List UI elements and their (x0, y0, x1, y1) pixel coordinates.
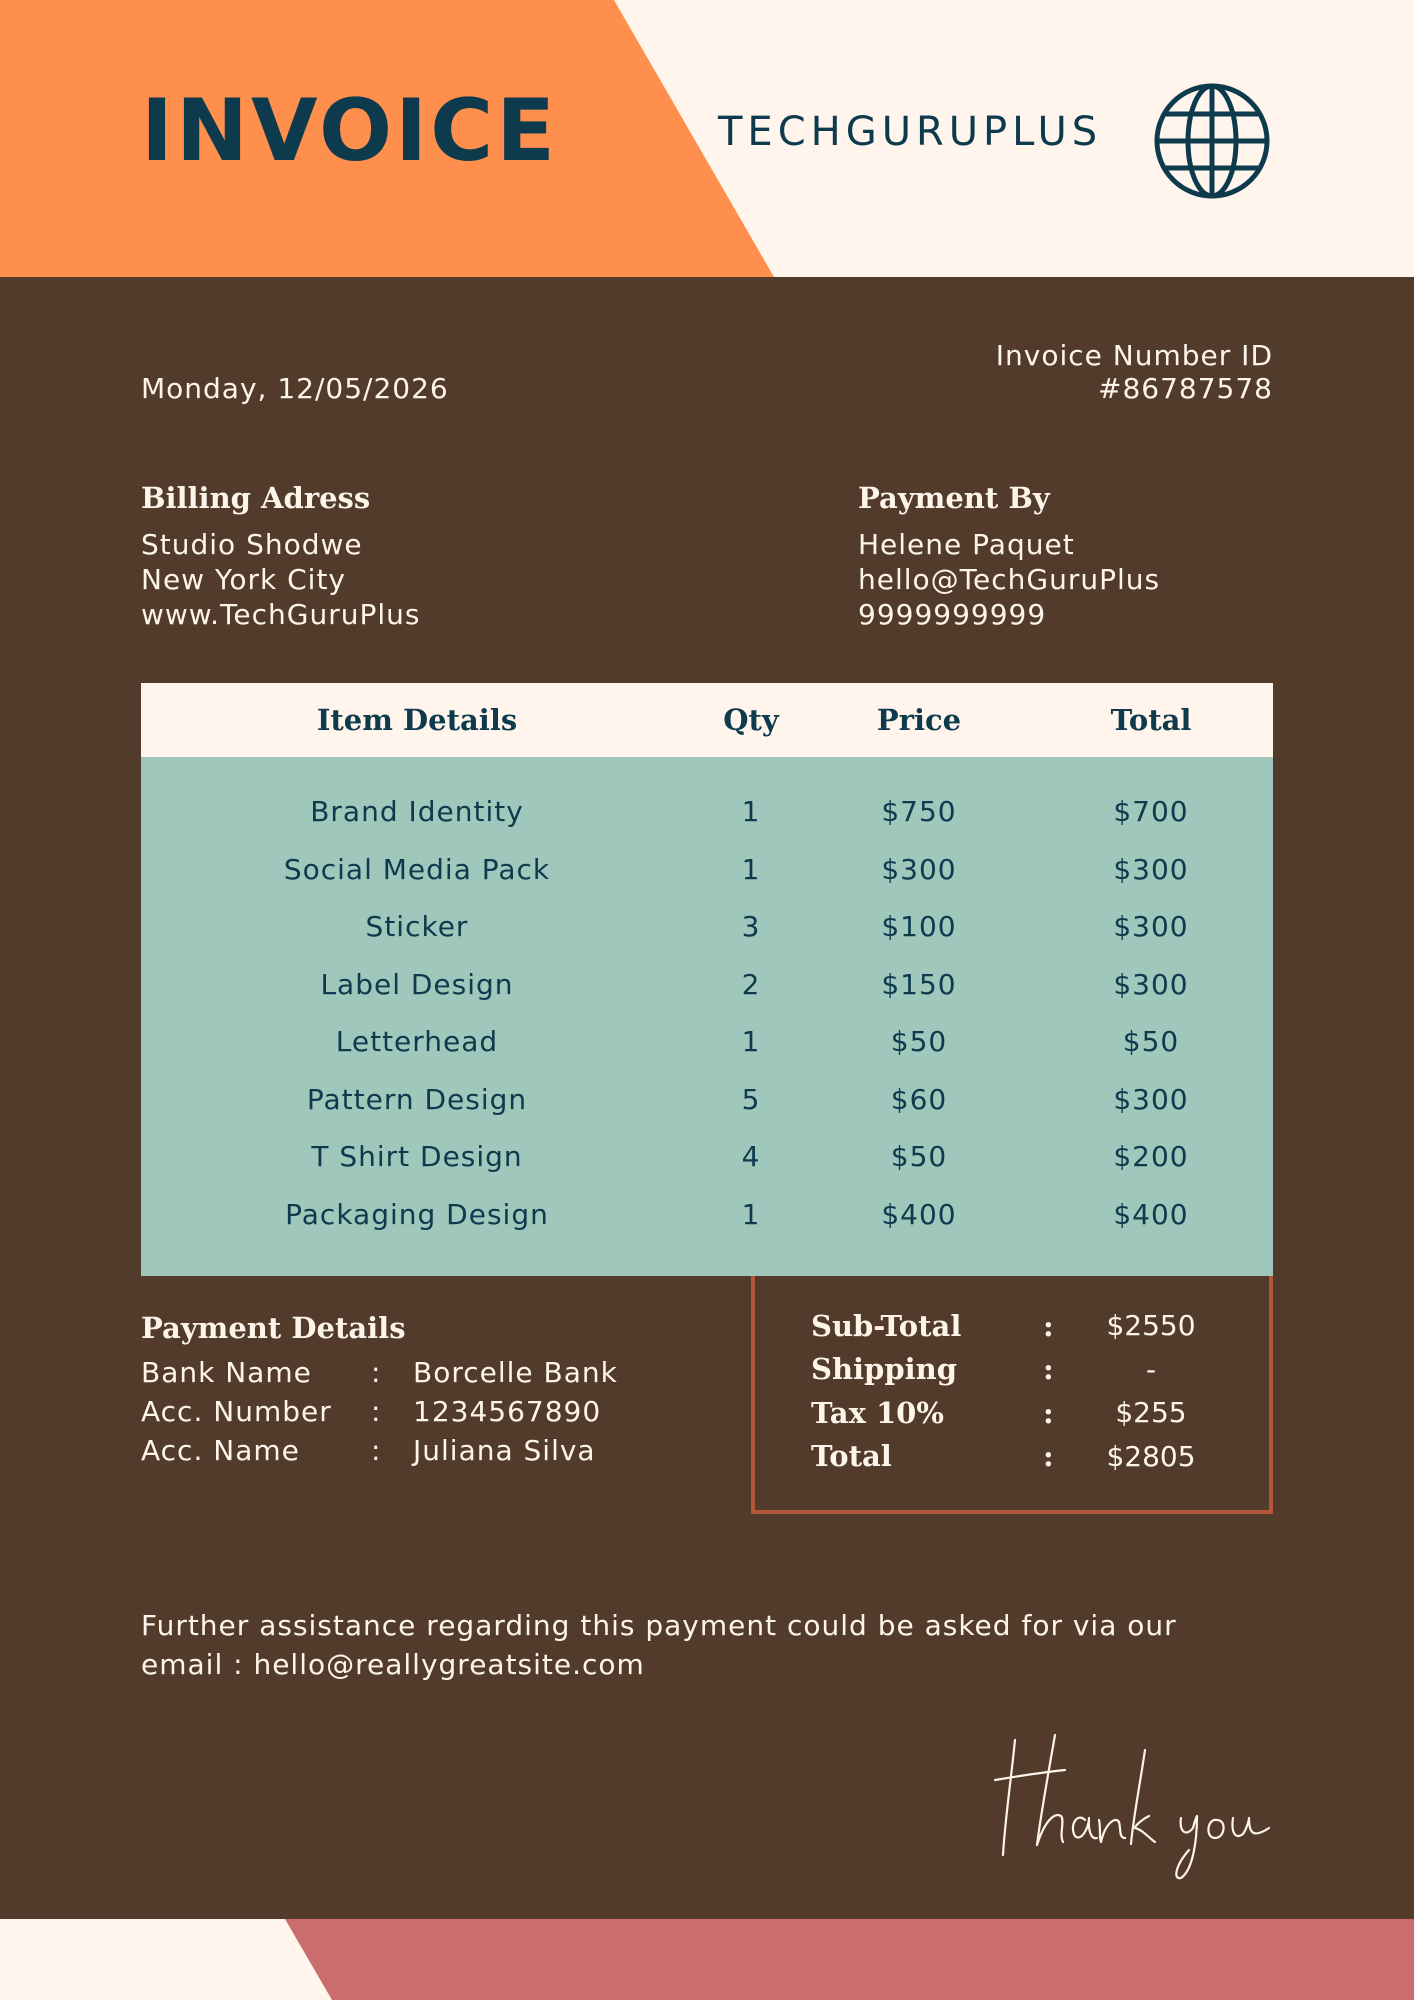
invoice-date: Monday, 12/05/2026 (141, 372, 449, 405)
cell-total: $300 (1113, 910, 1189, 944)
items-table (141, 683, 1273, 1276)
globe-icon (1153, 82, 1271, 200)
footer-band-shape (0, 1919, 1414, 2000)
payment-by-line: 9999999999 (858, 598, 1047, 631)
assistance-note-line: Further assistance regarding this payment could be asked for via our (141, 1609, 1177, 1642)
totals-value: $2805 (1106, 1439, 1196, 1473)
cell-qty: 4 (741, 1140, 761, 1174)
payment-detail-row (141, 1431, 618, 1470)
table-body (141, 757, 1273, 1276)
table-row (141, 1186, 1273, 1244)
payment-detail-value: 1234567890 (413, 1395, 602, 1428)
assistance-note (141, 1606, 1291, 1684)
cell-price: $100 (881, 910, 957, 944)
totals-separator: : (1043, 1308, 1054, 1343)
payment-detail-value: Borcelle Bank (413, 1356, 618, 1389)
totals-value: $255 (1115, 1396, 1187, 1430)
payment-detail-row (141, 1392, 618, 1431)
payment-by-line: Helene Paquet (858, 528, 1075, 561)
assistance-note-line: email : hello@reallygreatsite.com (141, 1648, 645, 1681)
cell-item: Label Design (320, 967, 514, 1001)
payment-detail-label: Bank Name (141, 1356, 312, 1389)
totals-label: Sub-Total (811, 1308, 962, 1343)
payment-details (141, 1311, 618, 1470)
payment-detail-row (141, 1353, 618, 1392)
totals-label: Shipping (811, 1352, 957, 1387)
cell-total: $200 (1113, 1140, 1189, 1174)
payment-details-heading: Payment Details (141, 1311, 406, 1345)
cell-total: $300 (1113, 1082, 1189, 1116)
totals-value: $2550 (1106, 1309, 1196, 1343)
column-header-item: Item Details (316, 703, 518, 737)
payment-detail-separator: : (371, 1356, 382, 1389)
cell-price: $60 (890, 1082, 948, 1116)
payment-detail-separator: : (371, 1395, 382, 1428)
totals-value: - (1145, 1352, 1157, 1386)
payment-detail-value: Juliana Silva (413, 1434, 596, 1467)
table-row (141, 1128, 1273, 1186)
cell-qty: 1 (741, 1025, 761, 1059)
invoice-header (0, 0, 1414, 277)
cell-total: $300 (1113, 852, 1189, 886)
billing-line: www.TechGuruPlus (141, 598, 421, 631)
table-row (141, 1071, 1273, 1129)
cell-item: Social Media Pack (283, 852, 551, 886)
invoice-number: #86787578 (1098, 372, 1273, 405)
cell-total: $400 (1113, 1197, 1189, 1231)
column-header-total: Total (1110, 703, 1192, 737)
totals-row (755, 1304, 1269, 1348)
payment-detail-label: Acc. Number (141, 1395, 332, 1428)
totals-label: Total (811, 1439, 892, 1474)
cell-item: Sticker (365, 910, 469, 944)
cell-total: $50 (1122, 1025, 1180, 1059)
billing-heading: Billing Adress (141, 481, 371, 515)
brand-name: TECHGURUPLUS (718, 109, 1103, 155)
totals-separator: : (1043, 1395, 1054, 1430)
cell-qty: 3 (741, 910, 761, 944)
cell-qty: 1 (741, 1197, 761, 1231)
totals-row (755, 1391, 1269, 1435)
cell-price: $50 (890, 1140, 948, 1174)
column-header-qty: Qty (723, 703, 779, 737)
billing-line: New York City (141, 563, 346, 596)
cell-price: $400 (881, 1197, 957, 1231)
thank-you-signature (985, 1720, 1285, 1880)
table-row (141, 841, 1273, 899)
column-header-price: Price (876, 703, 962, 737)
totals-row (755, 1435, 1269, 1479)
payment-by-line: hello@TechGuruPlus (858, 563, 1161, 596)
billing-address (141, 481, 420, 632)
cell-item: Brand Identity (310, 795, 524, 829)
cell-item: T Shirt Design (311, 1140, 523, 1174)
cell-price: $50 (890, 1025, 948, 1059)
invoice-number-block (996, 339, 1273, 405)
cell-qty: 1 (741, 795, 761, 829)
totals-separator: : (1043, 1439, 1054, 1474)
payment-by (858, 481, 1160, 632)
cell-qty: 1 (741, 852, 761, 886)
page-title: INVOICE (141, 81, 558, 181)
totals-row (755, 1348, 1269, 1392)
table-header (141, 683, 1273, 757)
cell-item: Letterhead (335, 1025, 499, 1059)
payment-by-heading: Payment By (858, 481, 1050, 515)
cell-item: Pattern Design (306, 1082, 528, 1116)
table-row (141, 783, 1273, 841)
table-row (141, 956, 1273, 1014)
cell-item: Packaging Design (285, 1197, 549, 1231)
payment-detail-label: Acc. Name (141, 1434, 300, 1467)
cell-price: $150 (881, 967, 957, 1001)
totals-separator: : (1043, 1352, 1054, 1387)
table-row (141, 898, 1273, 956)
payment-detail-separator: : (371, 1434, 382, 1467)
totals-box (751, 1276, 1273, 1514)
cell-price: $750 (881, 795, 957, 829)
cell-qty: 2 (741, 967, 761, 1001)
billing-line: Studio Shodwe (141, 528, 363, 561)
totals-label: Tax 10% (811, 1395, 944, 1430)
cell-qty: 5 (741, 1082, 761, 1116)
cell-total: $300 (1113, 967, 1189, 1001)
cell-total: $700 (1113, 795, 1189, 829)
table-row (141, 1013, 1273, 1071)
cell-price: $300 (881, 852, 957, 886)
invoice-number-label: Invoice Number ID (995, 339, 1273, 372)
